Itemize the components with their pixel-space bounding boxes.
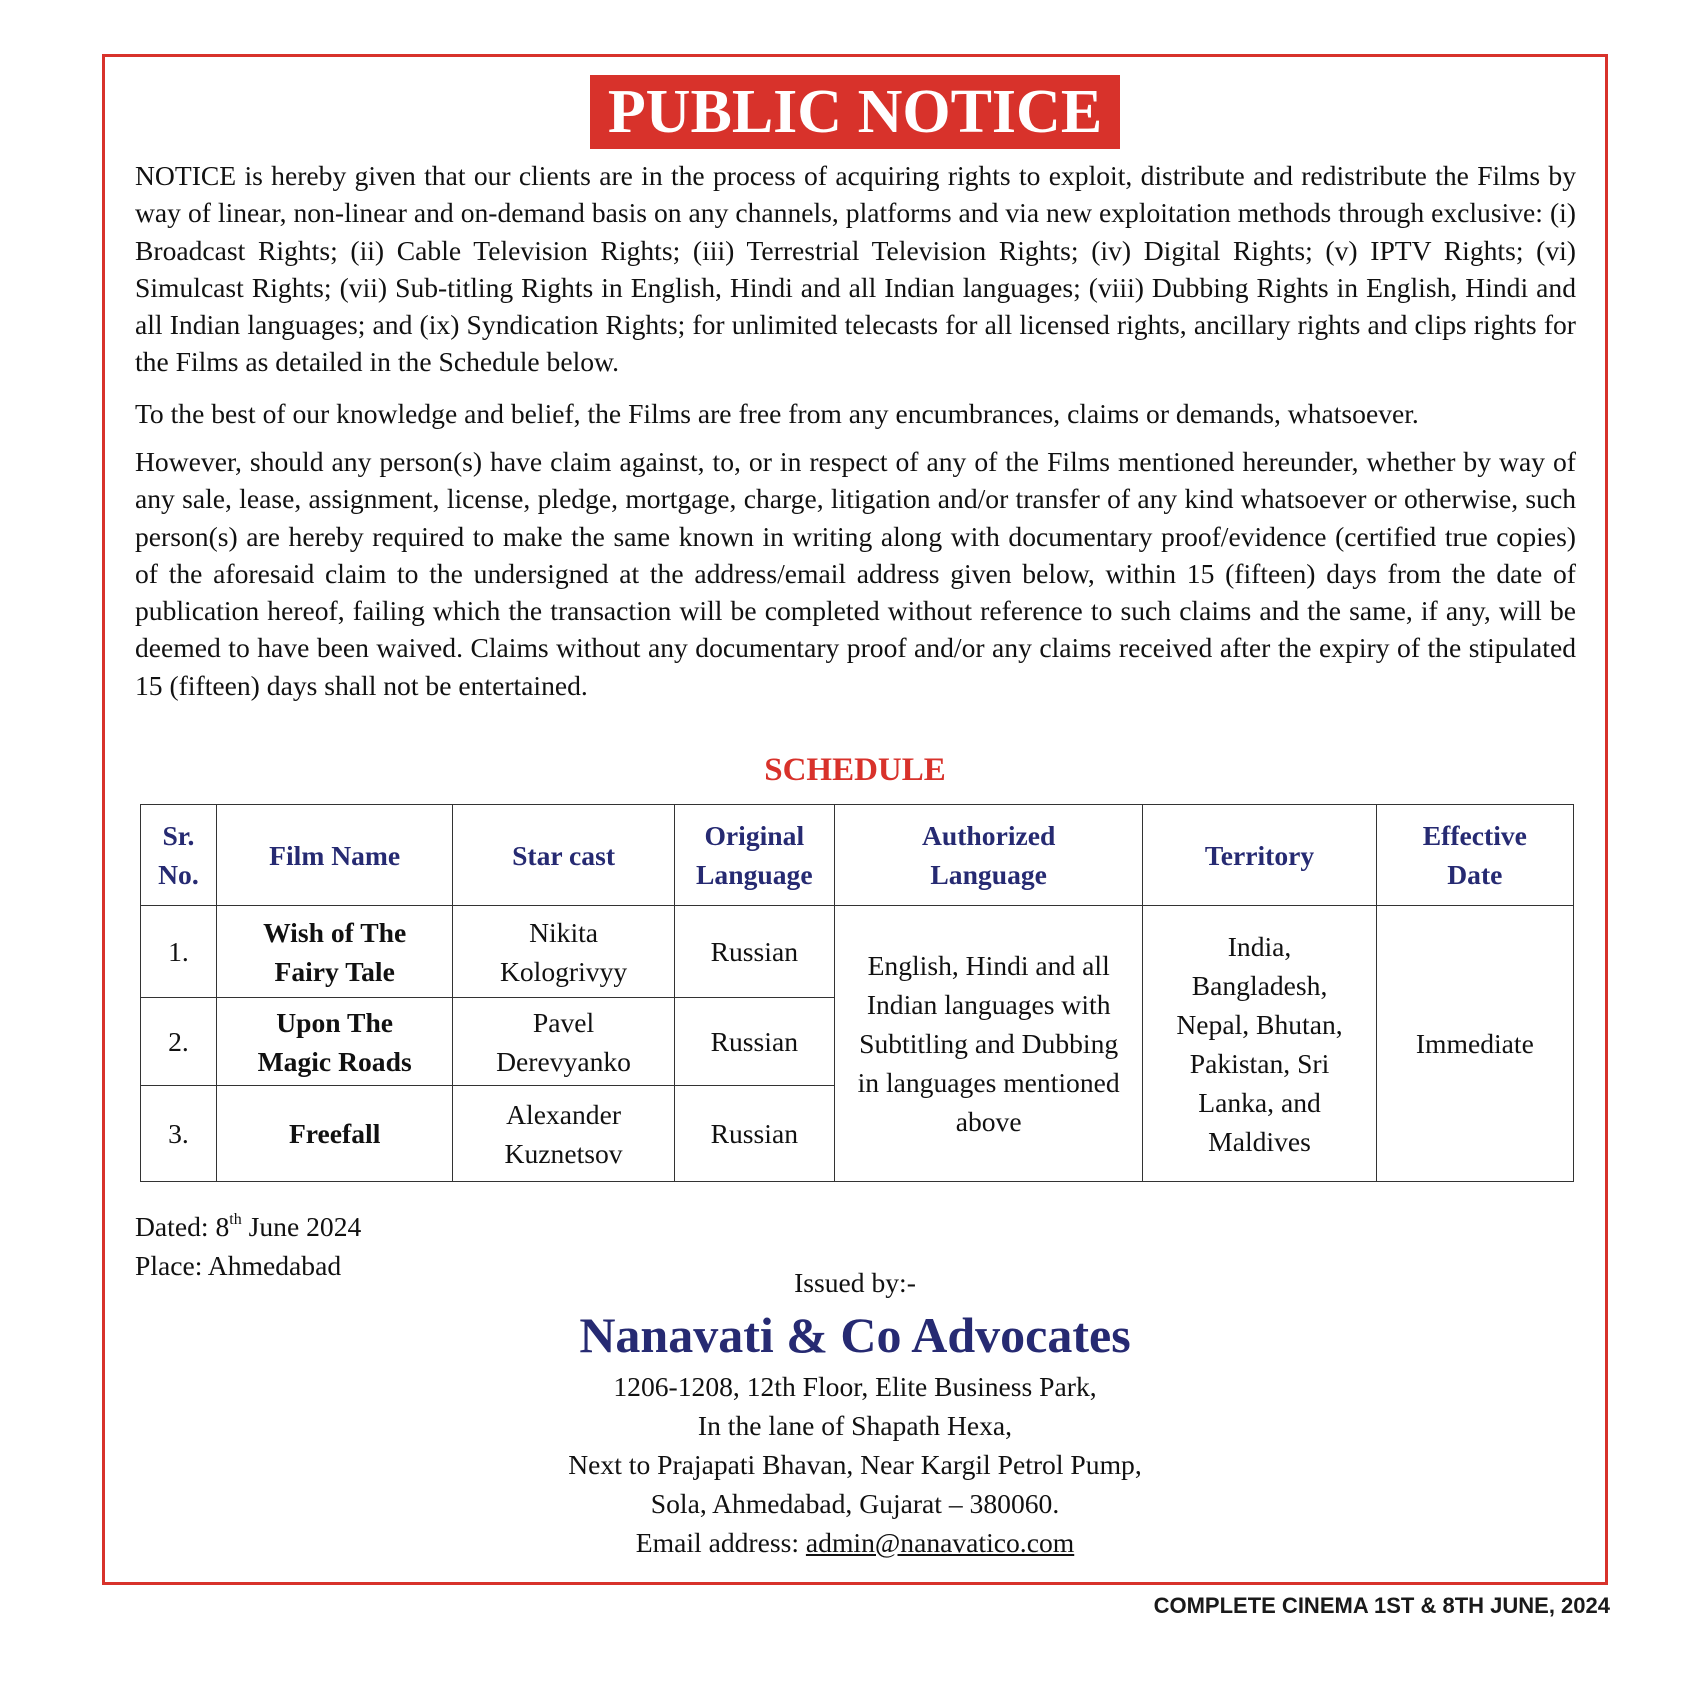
cell-star-cast: Pavel Derevyanko: [453, 998, 674, 1086]
header-original-language: Original Language: [674, 805, 834, 906]
header-territory: Territory: [1143, 805, 1376, 906]
firm-name: Nanavati & Co Advocates: [579, 1307, 1131, 1363]
cell-star-cast: Alexander Kuznetsov: [453, 1086, 674, 1182]
header-effective-date: Effective Date: [1376, 805, 1573, 906]
issuer-block: [105, 1263, 1605, 1562]
cell-territory: India, Bangladesh, Nepal, Bhutan, Pakistan, Sri Lanka, and Maldives: [1143, 906, 1376, 1182]
cell-sr: 2.: [141, 998, 217, 1086]
header-film-name: Film Name: [216, 805, 453, 906]
header-star-cast: Star cast: [453, 805, 674, 906]
address-line-4: Sola, Ahmedabad, Gujarat – 380060.: [650, 1488, 1060, 1519]
dated-label: Dated:: [135, 1211, 209, 1242]
address-line-3: Next to Prajapati Bhavan, Near Kargil Petrol Pump,: [568, 1449, 1142, 1480]
cell-star-cast: Nikita Kologrivyy: [453, 906, 674, 998]
schedule-title: SCHEDULE: [764, 752, 946, 788]
cell-original-language: Russian: [674, 998, 834, 1086]
cell-original-language: Russian: [674, 1086, 834, 1182]
dated-rest: June 2024: [248, 1211, 362, 1242]
cell-film-name: Freefall: [216, 1086, 453, 1182]
address-line-2: In the lane of Shapath Hexa,: [697, 1410, 1013, 1441]
dated-line: [135, 1207, 361, 1246]
cell-original-language: Russian: [674, 906, 834, 998]
publication-credit: COMPLETE CINEMA 1ST & 8TH JUNE, 2024: [1153, 1593, 1610, 1618]
table-row: [141, 906, 1574, 998]
notice-paragraph-2: To the best of our knowledge and belief, the Films are free from any encumbrances, claims or demands, whatsoever.: [135, 398, 1419, 429]
cell-sr: 3.: [141, 1086, 217, 1182]
cell-sr: 1.: [141, 906, 217, 998]
notice-paragraph-1: NOTICE is hereby given that our clients are in the process of acquiring rights to exploit, distribute and redistribute the Films by way of linear, non-linear and on-demand basis on any channels, platforms and via new exploitation methods through exclusive: (i) Broadcast Rights; (ii) Cable Television Rights; (iii) Terrestrial Television Rights; (iv) Digital Rights; (v) IPTV Rights; (vi) Simulcast Rights; (vii) Sub-titling Rights in English, Hindi and all Indian languages; (viii) Dubbing Rights in English, Hindi and all Indian languages; and (ix) Syndication Rights; for unlimited telecasts for all licensed rights, ancillary rights and clips rights for the Films as detailed in the Schedule below.: [135, 160, 1576, 378]
schedule-table: [140, 804, 1574, 1182]
place-line: Place: Ahmedabad: [135, 1250, 342, 1281]
cell-film-name: Wish of The Fairy Tale: [216, 906, 453, 998]
email-line: [105, 1523, 1605, 1562]
cell-film-name: Upon The Magic Roads: [216, 998, 453, 1086]
issued-by-label: Issued by:-: [794, 1267, 916, 1298]
cell-effective-date: Immediate: [1376, 906, 1573, 1182]
title-wrap: [105, 75, 1605, 149]
header-sr-no: Sr. No.: [141, 805, 217, 906]
cell-authorized-language: English, Hindi and all Indian languages with Subtitling and Dubbing in languages mentioned above: [834, 906, 1142, 1182]
header-authorized-language: Authorized Language: [834, 805, 1142, 906]
notice-paragraph-3: However, should any person(s) have claim against, to, or in respect of any of the Films mentioned hereunder, whether by way of any sale, lease, assignment, license, pledge, mortgage, charge, litigation and/or transfer of any kind whatsoever or otherwise, such person(s) are hereby required to make the same known in writing along with documentary proof/evidence (certified true copies) of the aforesaid claim to the undersigned at the address/email address given below, within 15 (fifteen) days from the date of publication hereof, failing which the transaction will be completed without reference to such claims and the same, if any, will be deemed to have been waived. Claims without any documentary proof and/or any claims received after the expiry of the stipulated 15 (fifteen) days shall not be entertained.: [135, 446, 1576, 701]
notice-title: PUBLIC NOTICE: [590, 75, 1120, 149]
notice-frame: [102, 54, 1608, 1585]
email-link[interactable]: admin@nanavatico.com: [805, 1527, 1075, 1558]
dated-day: 8: [215, 1211, 230, 1242]
table-header-row: [141, 805, 1574, 906]
address-line-1: 1206-1208, 12th Floor, Elite Business Park,: [613, 1371, 1097, 1402]
dated-suffix: th: [229, 1211, 242, 1228]
email-label: Email address:: [635, 1527, 799, 1558]
